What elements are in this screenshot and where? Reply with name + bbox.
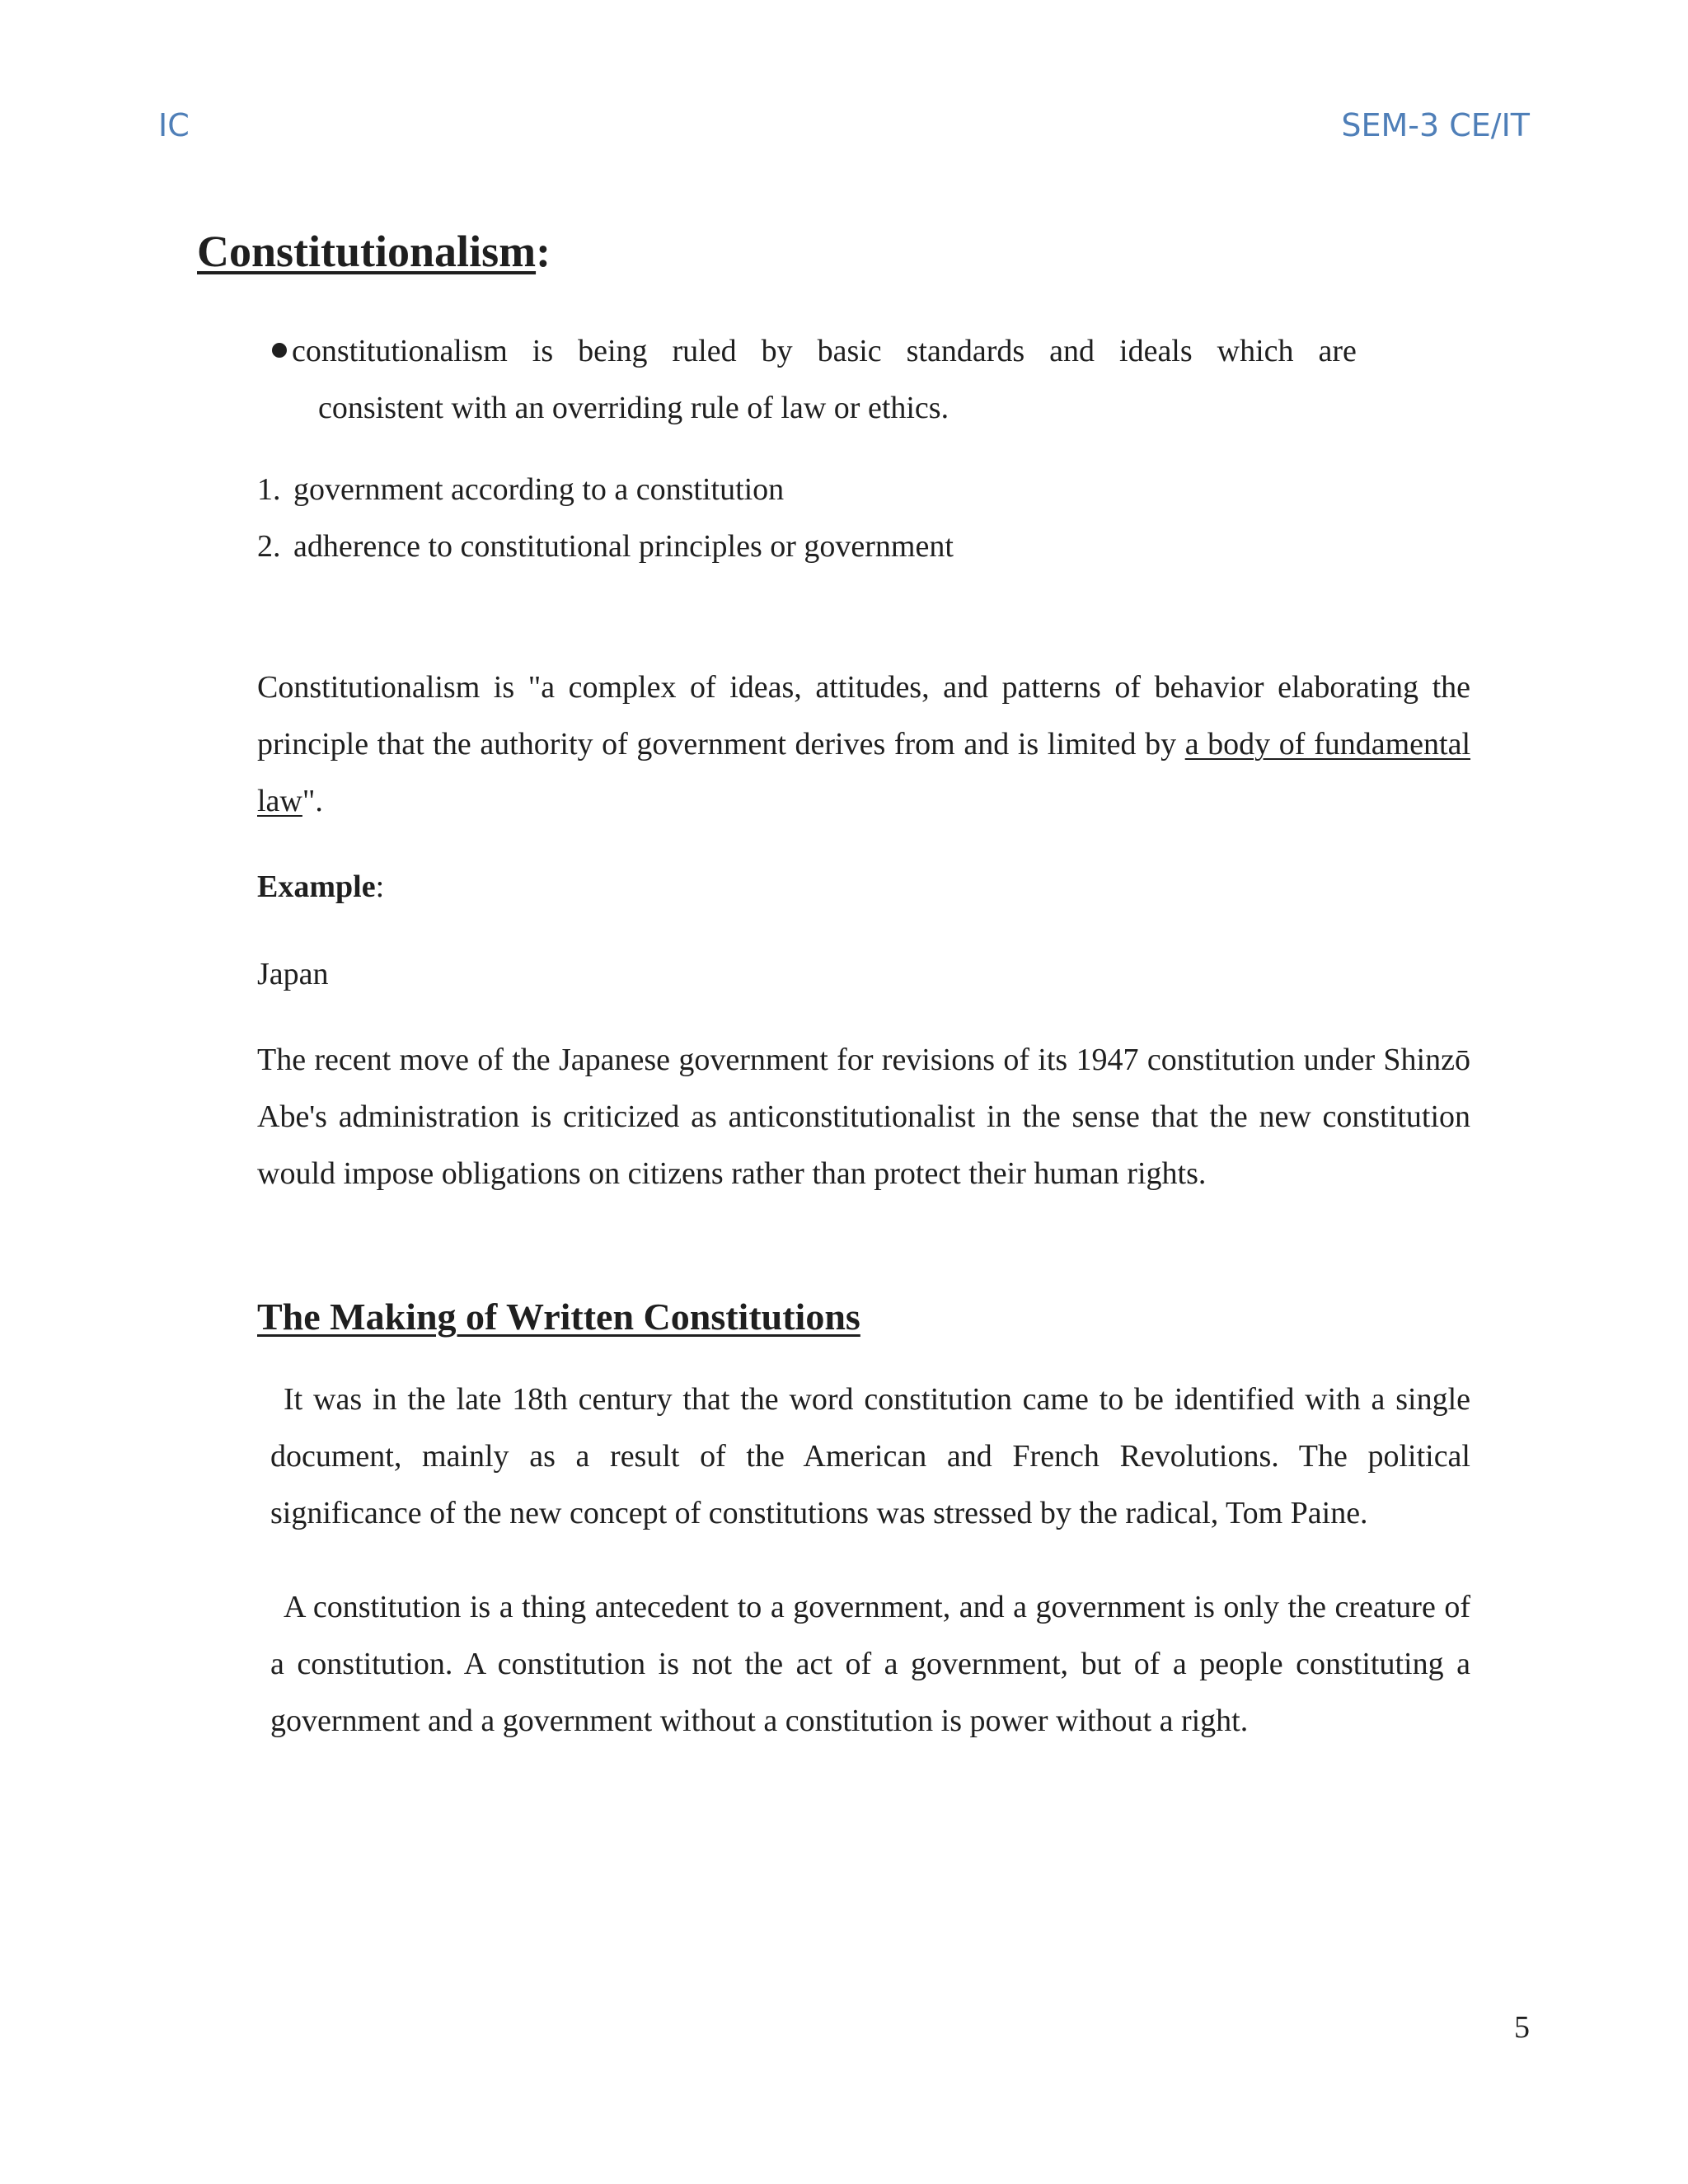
paragraph-text: Constitutionalism is "a complex of ideas, attitudes, and patterns of behavior elaborating the principle that the authority of government derives from and is limited by [257, 670, 1470, 762]
bullet-line-1 [272, 323, 1357, 380]
example-paragraph: The recent move of the Japanese government for revisions of its 1947 constitution under Shinzō Abe's administration is criticized as anticonstitutionalist in the sense that the new constitution would impose obligations on citizens rather than protect their human rights. [257, 1043, 1470, 1191]
list-item-text: government according to a constitution [293, 472, 785, 507]
example-label: Example [257, 869, 376, 904]
section-paragraph-1: It was in the late 18th century that the word constitution came to be identified with a single document, mainly as a result of the American and French Revolutions. The political significance of the new concept of constitutions was stressed by the radical, Tom Paine. [270, 1382, 1470, 1530]
definition-bullet [272, 323, 1357, 437]
list-item [257, 462, 954, 518]
bullet-word: basic [817, 334, 882, 368]
paragraph-text-end: ". [302, 784, 323, 818]
example-heading [257, 859, 384, 916]
page-title-text: Constitutionalism [197, 227, 537, 276]
list-item-number: 1. [257, 472, 281, 507]
bullet-first-word: constitutionalism [272, 323, 508, 380]
bullet-word: ideals [1119, 334, 1193, 368]
numbered-list [257, 462, 954, 575]
page-title-colon: : [536, 227, 551, 276]
definition-paragraph [257, 659, 1470, 830]
bullet-word: ruled [672, 334, 737, 368]
example-country: Japan [257, 957, 329, 991]
bullet-word: standards [906, 334, 1025, 368]
bullet-word: is [532, 334, 554, 368]
page-title [197, 224, 551, 279]
example-colon: : [375, 869, 385, 904]
bullet-word: which [1217, 334, 1294, 368]
list-item-text: adherence to constitutional principles or government [293, 529, 954, 564]
bullet-dot-icon [272, 343, 287, 358]
fundamental-law-link[interactable]: a body of fundamental law [257, 727, 1471, 818]
bullet-line-2: consistent with an overriding rule of law or ethics. [318, 391, 950, 425]
list-item-number: 2. [257, 529, 281, 564]
list-item [257, 518, 954, 575]
page-number: 5 [1514, 2010, 1530, 2045]
bullet-word: are [1318, 334, 1357, 368]
header-left-label: IC [158, 107, 190, 143]
bullet-word: and [1049, 334, 1095, 368]
bullet-word: by [761, 334, 793, 368]
section-paragraph-2: A constitution is a thing antecedent to a government, and a government is only the creature of a constitution. A constitution is not the act of a government, but of a people constituting a government and a government without a constitution is power without a right. [270, 1590, 1470, 1738]
bullet-word: being [578, 334, 648, 368]
section-title: The Making of Written Constitutions [257, 1296, 860, 1338]
header-right-label: SEM-3 CE/IT [1341, 107, 1530, 143]
